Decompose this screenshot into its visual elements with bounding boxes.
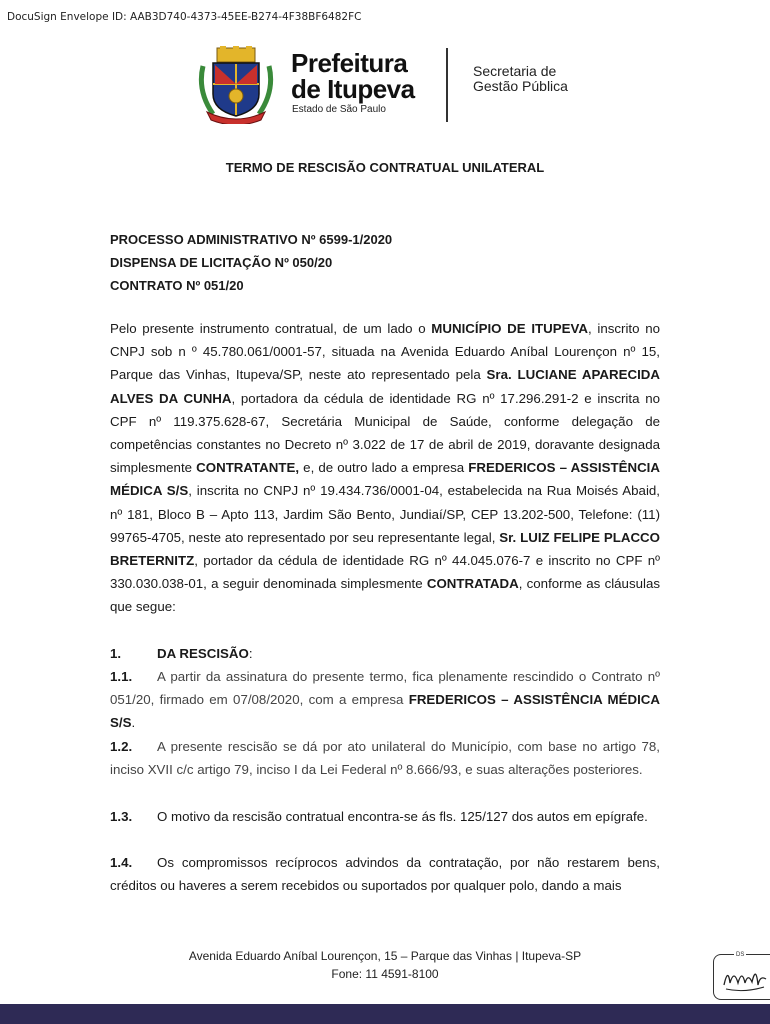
clause-1-3: 1.3. O motivo da rescisão contratual encontra-se ás fls. 125/127 dos autos em epígrafe. — [110, 809, 648, 824]
document-references — [110, 228, 392, 297]
footer-color-bar — [0, 1004, 770, 1024]
clause-1-4: 1.4. Os compromissos recíprocos advindos da contratação, por não restarem bens, créditos ou haveres a serem recebidos ou suportados por qualquer polo, dando a mais — [110, 855, 660, 894]
process-number: PROCESSO ADMINISTRATIVO Nº 6599-1/2020 — [110, 232, 393, 247]
header-divider — [446, 48, 448, 122]
section-heading: 1. DA RESCISÃO: — [110, 646, 253, 661]
org-name: Prefeitura de Itupeva — [291, 48, 415, 104]
clause-1-1: 1.1. A partir da assinatura do presente termo, fica plenamente rescindido o Contrato nº 051/20, firmado em 07/08/2020, com a empresa FREDERICOS – ASSISTÊNCIA MÉDICA S/S. — [110, 669, 661, 731]
document-title: TERMO DE RESCISÃO CONTRATUAL UNILATERAL — [225, 160, 545, 175]
docusign-envelope-id: DocuSign Envelope ID: AAB3D740-4373-45EE-B274-4F38BF6482FC — [7, 11, 362, 23]
department-name: Secretaria de Gestão Pública — [473, 63, 568, 94]
footer-phone: Fone: 11 4591-8100 — [331, 967, 439, 981]
footer-address: Avenida Eduardo Aníbal Lourençon, 15 – Parque das Vinhas | Itupeva-SP — [188, 949, 582, 963]
docusign-tag: DS — [736, 952, 745, 958]
page-footer — [0, 947, 770, 983]
bidding-waiver-number: DISPENSA DE LICITAÇÃO Nº 050/20 — [110, 255, 333, 270]
preamble-paragraph: Pelo presente instrumento contratual, de um lado o MUNICÍPIO DE ITUPEVA, inscrito no CNPJ sob n º 45.780.061/0001-57, situada na Avenida Eduardo Aníbal Lourençon nº 15, Parque das Vinhas, Itupeva/SP, neste ato representado pela Sra. LUCIANE APARECIDA ALVES DA CUNHA, portadora da cédula de identidade RG nº 17.296.291-2 e inscrita no CPF nº 119.375.628-67, Secretária Municipal de Saúde, conforme delegação de competências constantes no Decreto nº 3.022 de 17 de abril de 2019, doravante designada simplesmente CONTRATANTE, e, de outro lado a empresa FREDERICOS – ASSISTÊNCIA MÉDICA S/S, inscrita no CNPJ nº 19.434.736/0001-04, estabelecida na Rua Moisés Abaid, nº 181, Bloco B – Apto 113, Jardim São Bento, Jundiaí/SP, CEP 13.202-500, Telefone: (11) 99765-4705, neste ato representado por seu representante legal, Sr. LUIZ FELIPE PLACCO BRETERNITZ, portador da cédula de identidade RG nº 44.045.076-7 e inscrito no CPF nº 330.030.038-01, a seguir denominada simplesmente CONTRATADA, conforme as cláusulas que segue: — [110, 321, 660, 615]
clause-1-2: 1.2. A presente rescisão se dá por ato unilateral do Município, com base no artigo 78, inciso XVII c/c artigo 79, inciso I da Lei Federal nº 8.666/93, e suas alterações posteriores. — [110, 739, 660, 778]
docusign-initials-box — [713, 954, 770, 1000]
letterhead — [195, 46, 585, 126]
org-state: Estado de São Paulo — [292, 104, 386, 115]
contract-number: CONTRATO Nº 051/20 — [110, 278, 244, 293]
initials-signature-icon — [714, 955, 770, 999]
city-crest-icon — [195, 46, 277, 124]
